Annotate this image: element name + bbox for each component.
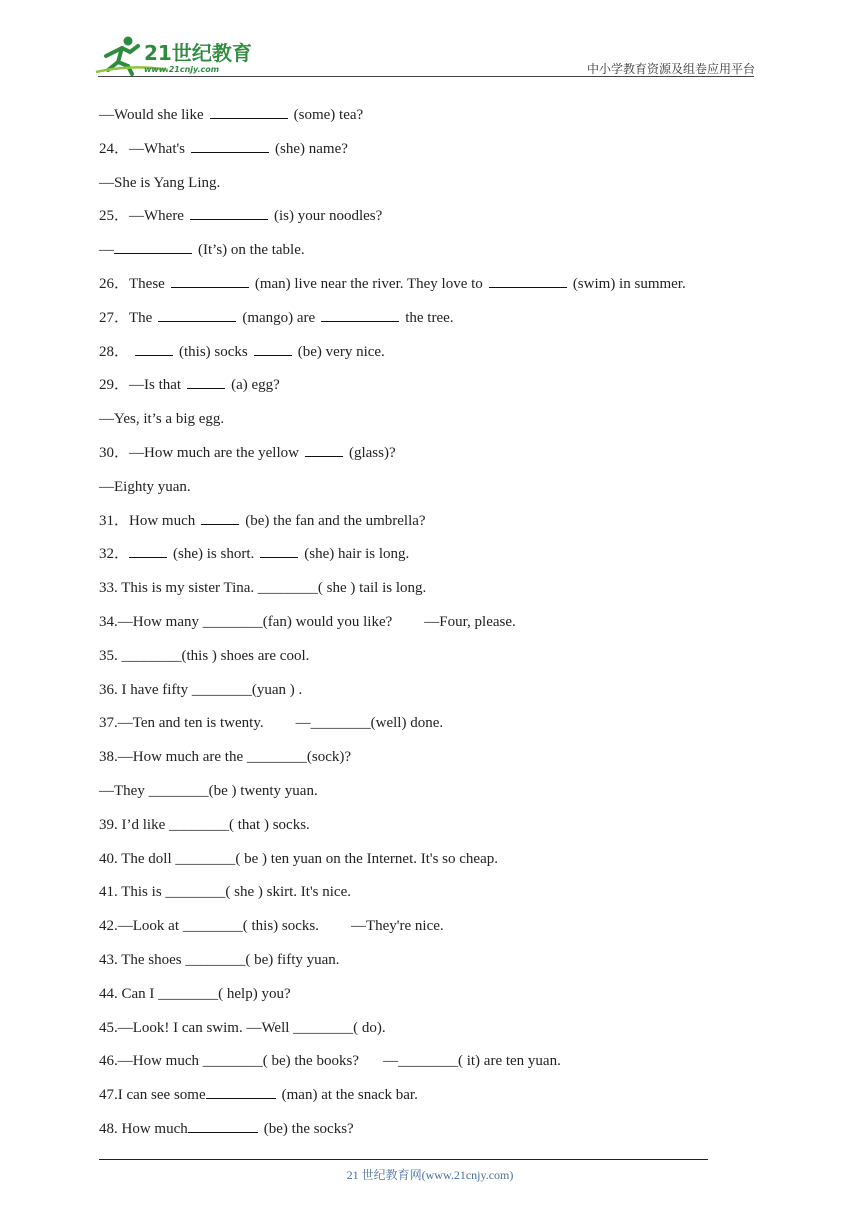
- question-line: 37.—Ten and ten is twenty. —________(well) done.: [99, 715, 444, 732]
- question-line: 36. I have fifty ________(yuan ) .: [99, 681, 303, 698]
- question-line: 48. How much (be) the socks?: [99, 1118, 759, 1152]
- question-line: 30．—How much are the yellow (glass)?: [99, 442, 759, 476]
- answer-blank[interactable]: [114, 239, 192, 254]
- answer-blank[interactable]: [158, 307, 236, 322]
- logo-text: 21世纪教育: [144, 41, 252, 65]
- logo-url: www.21cnjy.com: [144, 65, 220, 74]
- question-line: 42.—Look at ________( this) socks. —They're nice.: [99, 918, 444, 935]
- logo-runner-icon: [92, 34, 262, 76]
- question-line: —Eighty yuan.: [99, 478, 191, 495]
- question-line: 26．These (man) live near the river. They love to (swim) in summer.: [99, 273, 759, 307]
- footer-divider: [99, 1159, 708, 1160]
- question-line: 47.I can see some (man) at the snack bar.: [99, 1084, 759, 1118]
- answer-blank[interactable]: [206, 1084, 276, 1099]
- question-line: —She is Yang Ling.: [99, 174, 221, 191]
- answer-blank[interactable]: [135, 341, 173, 356]
- site-logo: [92, 34, 262, 76]
- question-line: 31．How much (be) the fan and the umbrella?: [99, 510, 759, 544]
- question-line: 44. Can I ________( help) you?: [99, 985, 291, 1002]
- answer-blank[interactable]: [305, 442, 343, 457]
- question-line: 34.—How many ________(fan) would you like? —Four, please.: [99, 613, 516, 630]
- question-line: 27．The (mango) are the tree.: [99, 307, 759, 341]
- answer-blank[interactable]: [321, 307, 399, 322]
- answer-blank[interactable]: [187, 374, 225, 389]
- question-line: 35. ________(this ) shoes are cool.: [99, 647, 310, 664]
- question-line: 43. The shoes ________( be) fifty yuan.: [99, 951, 340, 968]
- answer-blank[interactable]: [129, 543, 167, 558]
- answer-blank[interactable]: [201, 510, 239, 525]
- header-divider: [98, 76, 754, 77]
- question-line: 46.—How much ________( be) the books? —________( it) are ten yuan.: [99, 1053, 561, 1070]
- answer-blank[interactable]: [190, 205, 268, 220]
- answer-blank[interactable]: [489, 273, 567, 288]
- question-line: —Yes, it’s a big egg.: [99, 411, 225, 428]
- question-line: 38.—How much are the ________(sock)?: [99, 749, 352, 766]
- question-line: 32． (she) is short. (she) hair is long.: [99, 543, 759, 577]
- answer-blank[interactable]: [191, 138, 269, 153]
- question-line: 45.—Look! I can swim. —Well ________( do).: [99, 1019, 386, 1036]
- answer-blank[interactable]: [254, 341, 292, 356]
- question-line: —Would she like (some) tea?: [99, 104, 759, 138]
- question-line: 33. This is my sister Tina. ________( she ) tail is long.: [99, 580, 427, 597]
- question-line: 40. The doll ________( be ) ten yuan on the Internet. It's so cheap.: [99, 850, 498, 867]
- footer-link[interactable]: 21 世纪教育网(www.21cnjy.com): [346, 1168, 514, 1182]
- answer-blank[interactable]: [210, 104, 288, 119]
- question-line: — (It’s) on the table.: [99, 239, 759, 273]
- question-line: —They ________(be ) twenty yuan.: [99, 782, 318, 799]
- question-line: 41. This is ________( she ) skirt. It's nice.: [99, 884, 351, 901]
- page-header: [0, 0, 860, 80]
- question-line: 25．—Where (is) your noodles?: [99, 205, 759, 239]
- answer-blank[interactable]: [188, 1118, 258, 1133]
- question-line: 39. I’d like ________( that ) socks.: [99, 816, 310, 833]
- question-line: 28． (this) socks (be) very nice.: [99, 341, 759, 375]
- site-title: 中小学教育资源及组卷应用平台: [586, 62, 755, 76]
- question-line: 29．—Is that (a) egg?: [99, 374, 759, 408]
- question-line: 24．—What's (she) name?: [99, 138, 759, 172]
- exercise-list: [99, 104, 759, 1152]
- answer-blank[interactable]: [171, 273, 249, 288]
- answer-blank[interactable]: [260, 543, 298, 558]
